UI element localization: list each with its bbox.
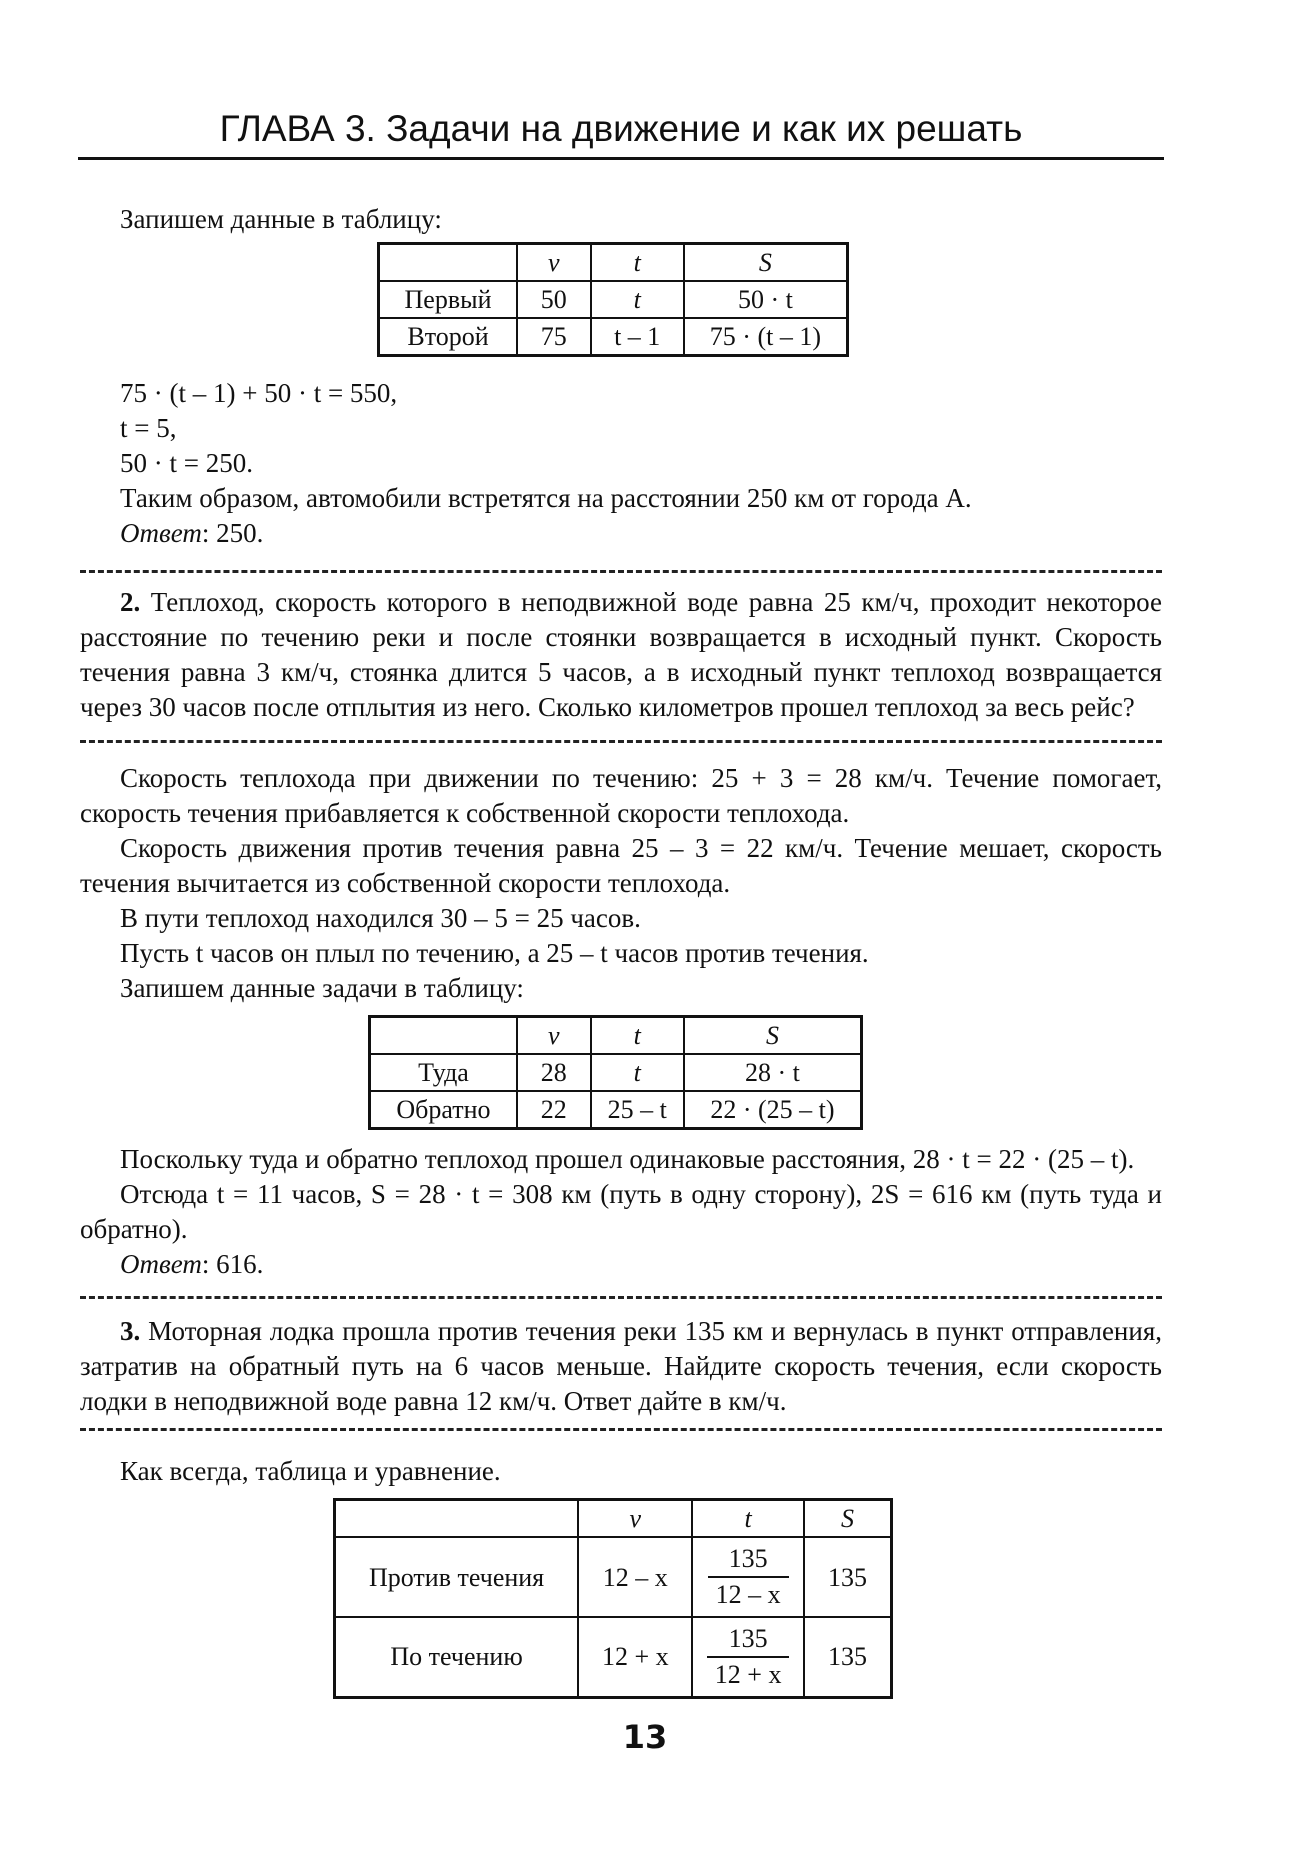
fraction-numerator: 135: [728, 1544, 768, 1573]
table-cell: 135: [804, 1537, 892, 1617]
table-cell: [692, 1617, 804, 1697]
sol1-intro: Запишем данные в таблицу:: [120, 204, 442, 234]
table-header-cell: t: [591, 1017, 684, 1055]
problem3-block: [80, 1314, 1162, 1419]
table-header-row: [370, 1017, 862, 1055]
table-row: [370, 1054, 862, 1091]
table-row: [370, 1091, 862, 1129]
table-cell: 22 · (25 – t): [684, 1091, 862, 1129]
table-header-row: [379, 244, 848, 282]
fraction-denominator: 12 – x: [708, 1576, 789, 1612]
sol2-block: [80, 761, 1162, 1006]
table-cell: [692, 1537, 804, 1617]
divider: [80, 1296, 1162, 1299]
table-cell: Второй: [379, 318, 518, 356]
table-header-row: [335, 1500, 892, 1538]
table-cell: 28: [517, 1054, 591, 1091]
answer-value: : 250.: [201, 518, 264, 548]
sol2-answer: [80, 1247, 1162, 1282]
fraction-numerator: 135: [728, 1623, 768, 1653]
table-header-cell: S: [684, 244, 848, 282]
fraction-denominator: 12 + x: [707, 1656, 790, 1692]
sol3-intro-block: [80, 1454, 1162, 1489]
table-header-cell: S: [684, 1017, 862, 1055]
table-cell: 22: [517, 1091, 591, 1129]
equation: 50 · t = 250.: [120, 448, 253, 478]
table-cell: По течению: [335, 1617, 579, 1697]
table-header-cell: t: [591, 244, 684, 282]
sol2-conclusion-block: [80, 1142, 1162, 1282]
problem2-text: 2. Теплоход, скорость которого в неподвижной воде равна 25 км/ч, проходит некоторое расстояние по течению реки и после стоянки возвращается в исходный пункт. Скорость течения равна 3 км/ч, стоянка длится 5 часов, а в исходный пункт теплоход возвращается через 30 часов после отплытия из него. Сколько километров прошел теплоход за весь рейс?: [80, 587, 1162, 722]
sol1-intro-block: [80, 202, 1162, 237]
problem-number: 3.: [120, 1316, 141, 1346]
table-cell: 75: [517, 318, 591, 356]
sol3-intro: Как всегда, таблица и уравнение.: [120, 1456, 501, 1486]
answer-label: Ответ: [120, 518, 202, 548]
sol1-table: [377, 242, 849, 357]
table-cell: Туда: [370, 1054, 517, 1091]
sol1-conclusion: Таким образом, автомобили встретятся на расстоянии 250 км от города A.: [120, 483, 972, 513]
divider: [80, 570, 1162, 573]
table-cell: Обратно: [370, 1091, 517, 1129]
table-cell: 75 · (t – 1): [684, 318, 848, 356]
divider: [80, 740, 1162, 743]
sol2-paragraph: Скорость движения против течения равна 25 – 3 = 22 км/ч. Течение мешает, скорость течения вычитается из собственной скорости теплохода.: [80, 833, 1162, 898]
sol2-paragraph: Скорость теплохода при движении по течению: 25 + 3 = 28 км/ч. Течение помогает, скорость течения прибавляется к собственной скорости теплохода.: [80, 763, 1162, 828]
sol3-table: [333, 1498, 893, 1699]
table-header-cell: S: [804, 1500, 892, 1538]
sol1-equations: [80, 376, 1162, 551]
table-header-cell: v: [517, 244, 591, 282]
chapter-title: ГЛАВА 3. Задачи на движение и как их решать: [219, 108, 1023, 149]
answer-value: : 616.: [201, 1249, 264, 1279]
table-row: [379, 318, 848, 356]
divider: [80, 1428, 1162, 1431]
table-row: [335, 1537, 892, 1617]
table-cell: 50 · t: [684, 281, 848, 318]
problem2-block: [80, 585, 1162, 725]
table-cell: t – 1: [591, 318, 684, 356]
sol2-paragraph: Поскольку туда и обратно теплоход прошел одинаковые расстояния, 28 · t = 22 · (25 – t).: [120, 1144, 1135, 1174]
table-cell: 135: [804, 1617, 892, 1697]
table-header-cell: v: [517, 1017, 591, 1055]
sol2-paragraph: Пусть t часов он плыл по течению, а 25 – t часов против течения.: [120, 938, 869, 968]
sol2-paragraph: В пути теплоход находился 30 – 5 = 25 часов.: [120, 903, 641, 933]
fraction: [708, 1542, 789, 1612]
table-cell: 12 + x: [578, 1617, 692, 1697]
header-rule: [78, 157, 1164, 160]
table-cell: 28 · t: [684, 1054, 862, 1091]
sol2-paragraph: Отсюда t = 11 часов, S = 28 · t = 308 км (путь в одну сторону), 2S = 616 км (путь туда и обратно).: [80, 1179, 1162, 1244]
equation: t = 5,: [120, 413, 177, 443]
table-header-cell: [370, 1017, 517, 1055]
table-cell: 12 – x: [578, 1537, 692, 1617]
table-header-cell: v: [578, 1500, 692, 1538]
sol1-answer: [80, 516, 1162, 551]
problem3-text: 3. Моторная лодка прошла против течения реки 135 км и вернулась в пункт отправления, затратив на обратный путь на 6 часов меньше. Найдите скорость течения, если скорость лодки в неподвижной воде равна 12 км/ч. Ответ дайте в км/ч.: [80, 1316, 1162, 1416]
problem-number: 2.: [120, 587, 141, 617]
table-cell: t: [591, 281, 684, 318]
page-number: 13: [622, 1718, 668, 1756]
table-cell: 25 – t: [591, 1091, 684, 1129]
table-row: [335, 1617, 892, 1697]
table-header-cell: t: [692, 1500, 804, 1538]
sol2-paragraph: Запишем данные задачи в таблицу:: [120, 973, 524, 1003]
table-cell: 50: [517, 281, 591, 318]
sol2-table: [368, 1015, 863, 1130]
fraction: [707, 1622, 790, 1692]
table-header-cell: [335, 1500, 579, 1538]
table-cell: Первый: [379, 281, 518, 318]
table-header-cell: [379, 244, 518, 282]
table-row: [379, 281, 848, 318]
equation: 75 · (t – 1) + 50 · t = 550,: [120, 378, 398, 408]
table-cell: Против течения: [335, 1537, 579, 1617]
answer-label: Ответ: [120, 1249, 202, 1279]
table-cell: t: [591, 1054, 684, 1091]
